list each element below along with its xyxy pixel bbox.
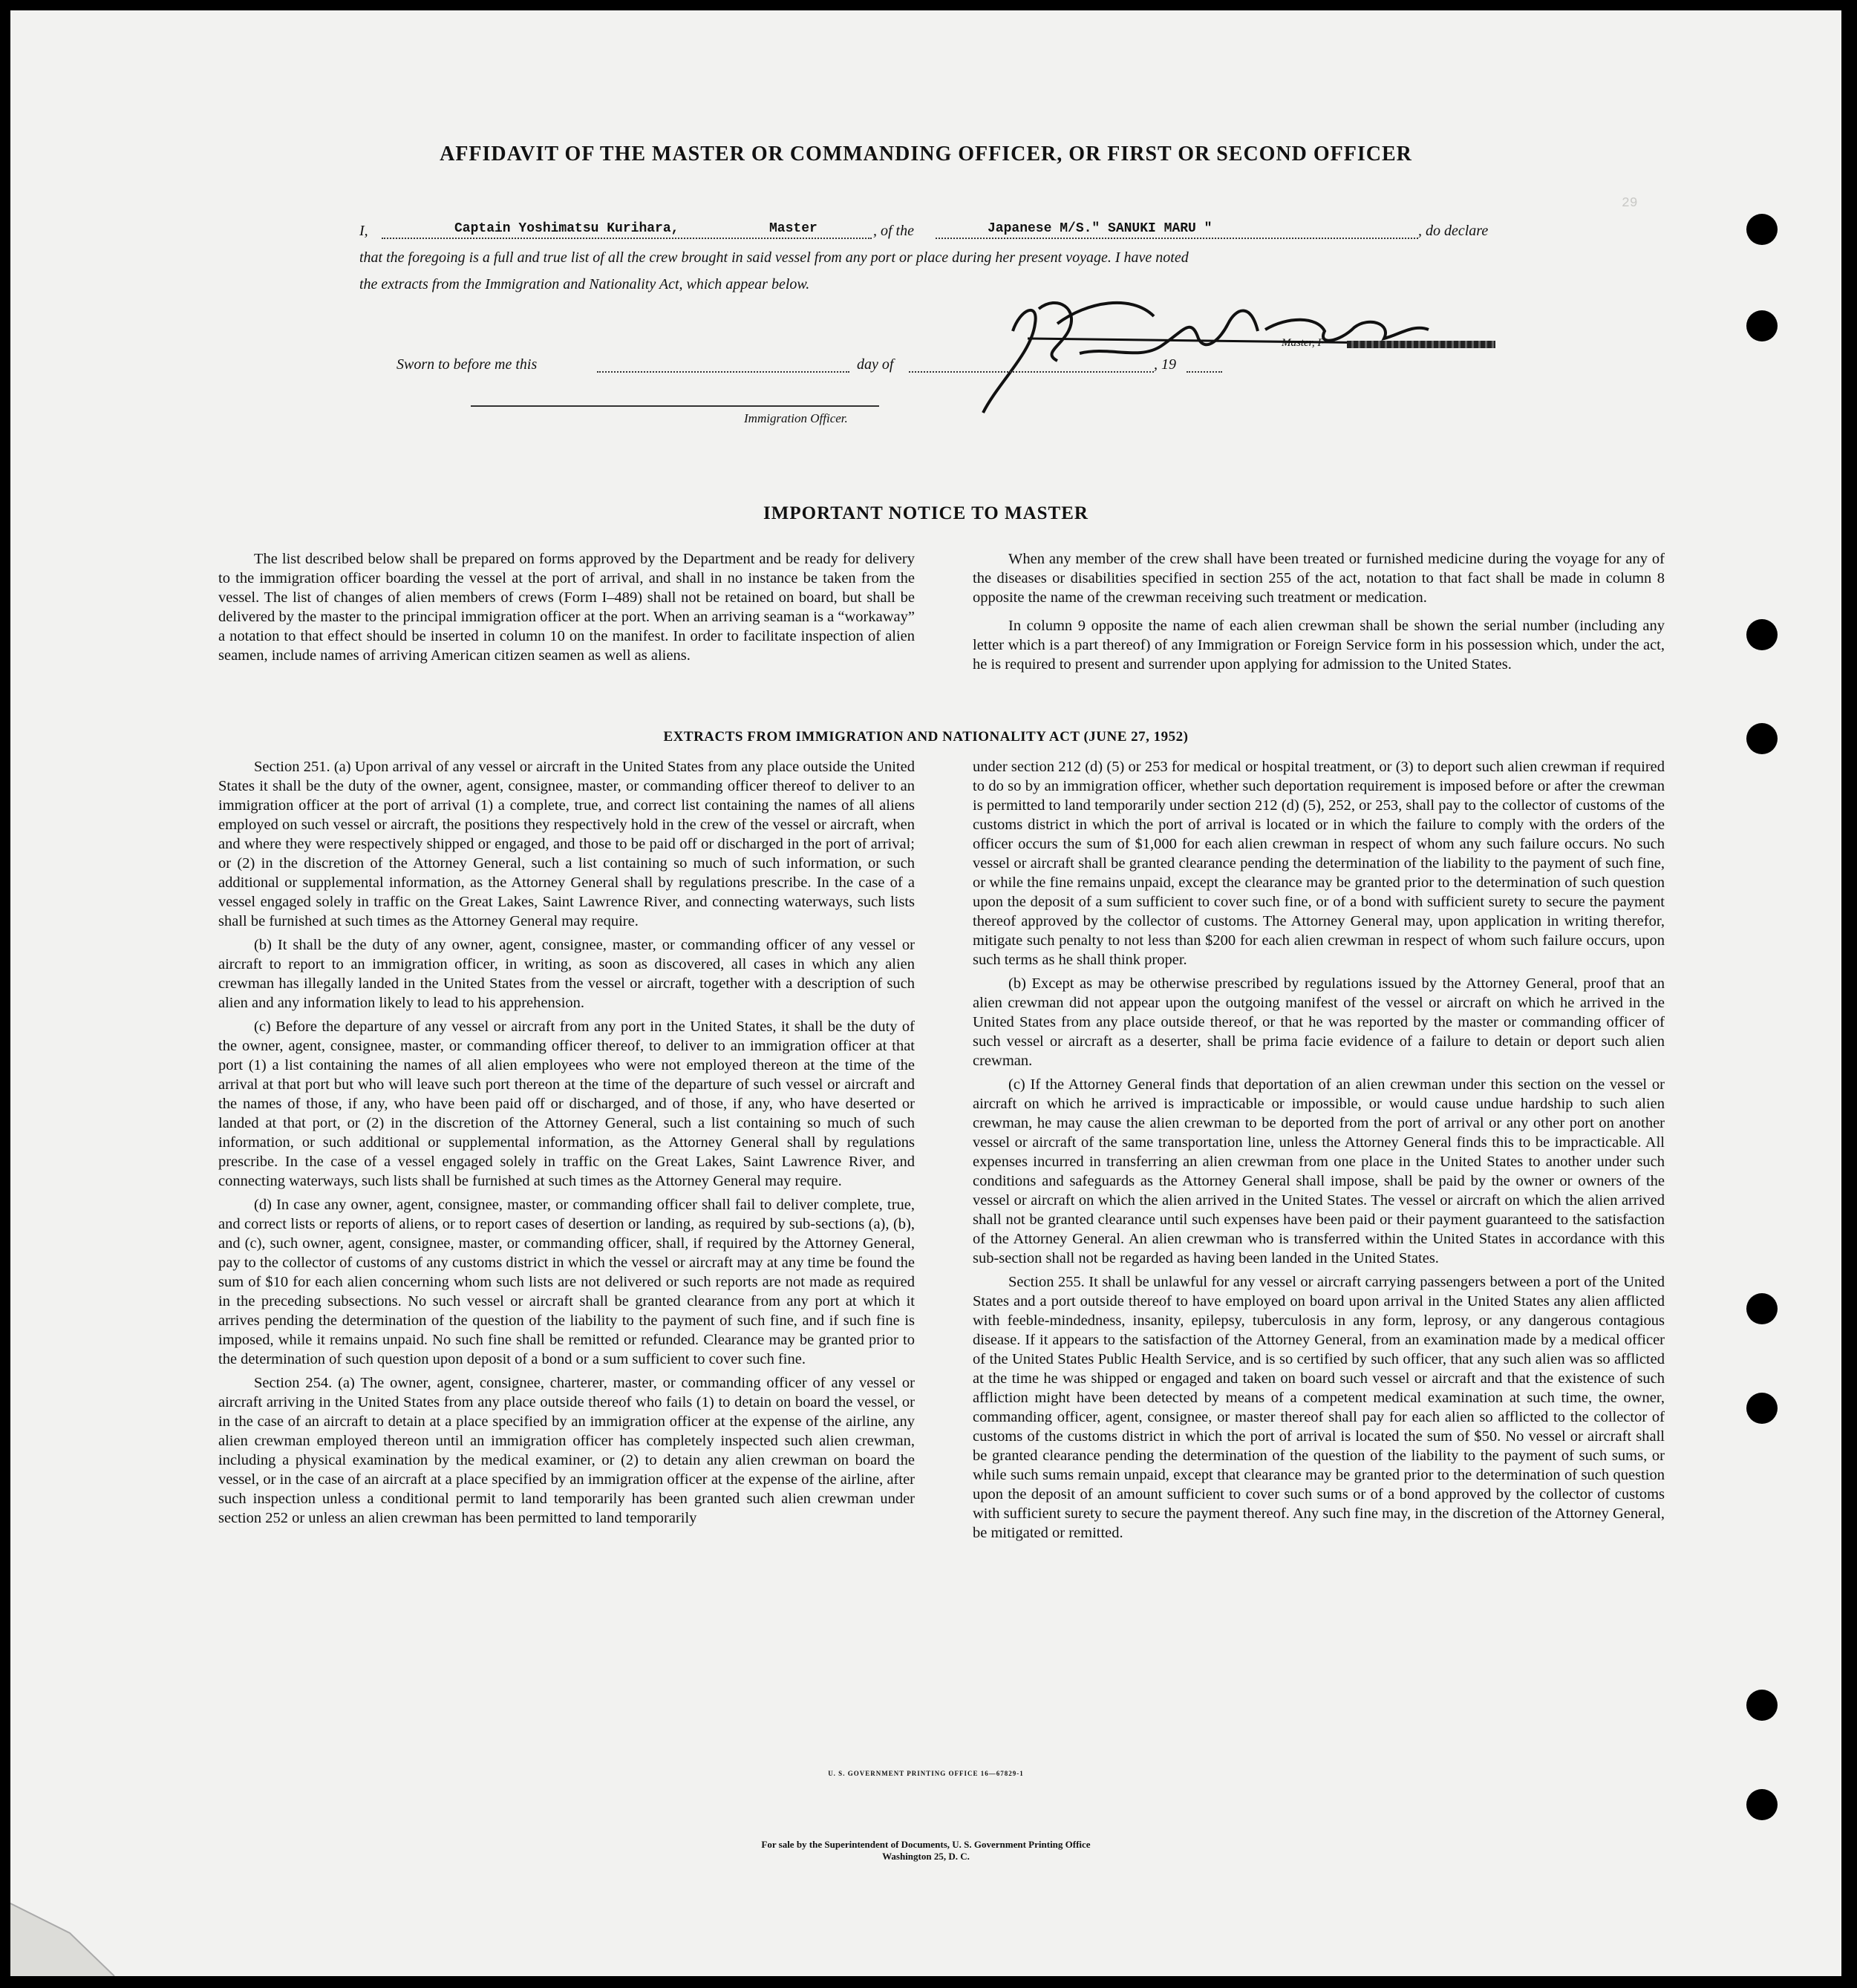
- year-underline: [1187, 371, 1222, 373]
- immigration-officer-label: Immigration Officer.: [744, 411, 848, 425]
- sworn-day-underline: [597, 371, 849, 373]
- i-label: I,: [359, 223, 368, 239]
- sale-notice-line-2: Washington 25, D. C.: [882, 1851, 970, 1862]
- section-254b: (b) Except as may be otherwise prescribed by regulations issued by the Attorney General, proof that an alien crewman did not appear upon the outgoing manifest of the vessel or aircraft on which he arrived in the United States from any place outside thereof, or that he was reported by the master or commanding officer of such vessel or aircraft as a deserter, shall be prima facie evidence of a failure to detain or deport such alien crewman.: [973, 975, 1665, 1069]
- name-underline: [382, 238, 872, 239]
- document-page: [10, 10, 1841, 1976]
- extracts-right-column: [973, 757, 1665, 1547]
- bleed-through-text: 29: [1622, 196, 1638, 211]
- section-254a-continued: under section 212 (d) (5) or 253 for medical or hospital treatment, or (3) to deport such alien crewman if required to do so by an immigration officer, whether such deportation requirement is imposed before or after the crewman is permitted to land temporarily under section 212 (d) (5), 252, or 253, shall pay to the collector of customs of the customs district in which the port of arrival is located or in which the failure to comply with the orders of the officer occurs the sum of $1,000 for each alien crewman in respect of whom any such failure occurs. No such vessel or aircraft shall be granted clearance pending the determination of the liability to the payment of such fine, or while the fine remains unpaid, except the clearance may be granted prior to the determination of such question upon the deposit of a sum sufficient to cover such fine, or of a bond with sufficient surety to secure the payment thereof approved by the collector of customs. The Attorney General may, upon application in writing therefor, mitigate such penalty to not less than $200 for each alien crewman in respect of whom such failure occurs, upon such terms as he shall think proper.: [973, 759, 1665, 968]
- do-declare-label: , do declare: [1418, 223, 1489, 239]
- extracts-title: EXTRACTS FROM IMMIGRATION AND NATIONALITY ACT (JUNE 27, 1952): [663, 729, 1189, 745]
- affidavit-line-3: the extracts from the Immigration and Nationality Act, which appear below.: [359, 276, 810, 292]
- notice-title: IMPORTANT NOTICE TO MASTER: [763, 503, 1089, 523]
- affidavit-title: AFFIDAVIT OF THE MASTER OR COMMANDING OFFICER, OR FIRST OR SECOND OFFICER: [440, 143, 1412, 166]
- punch-hole-6: [1746, 1393, 1778, 1424]
- section-255: Section 255. It shall be unlawful for any vessel or aircraft carrying passengers between a port of the United States and a port outside thereof to have employed on board upon arrival in the United States any alien afflicted with feeble-mindedness, insanity, epilepsy, tuberculosis in any form, leprosy, or any dangerous contagious disease. If it appears to the satisfaction of the Attorney General, from an examination made by a medical officer of the United States Public Health Service, and is so certified by such officer, that any such alien was so afflicted at the time he was shipped or engaged and taken on board such vessel or aircraft and that the existence of such affliction might have been detected by means of a competent medical examination at such time, the owner, commanding officer, agent, consignee, or master thereof shall pay for each alien so afflicted to the collector of customs of the customs district in which the port of arrival is located the sum of $50. No vessel or aircraft shall be granted clearance pending the determination of the question of the liability to the payment of such sums, or while such sums remain unpaid, except that clearance may be granted prior to the determination of such question upon the deposit of an amount sufficient to cover such sums or of a bond approved by the collector of customs with sufficient surety to secure the payment thereof. Any such fine may, in the discretion of the Attorney General, be mitigated or remitted.: [973, 1274, 1665, 1541]
- gpo-imprint: U. S. GOVERNMENT PRINTING OFFICE 16—67829-1: [828, 1770, 1024, 1777]
- punch-hole-1: [1746, 214, 1778, 245]
- sale-notice-line-1: For sale by the Superintendent of Documents, U. S. Government Printing Office: [761, 1839, 1091, 1850]
- section-254a: Section 254. (a) The owner, agent, consignee, charterer, master, or commanding officer of any vessel or aircraft arriving in the United States from any place outside thereof who fails (1) to detain on board the vessel, or in the case of an aircraft to detain at a place specified by an immigration officer at the expense of the airline, any alien crewman employed thereon until an immigration officer has completely inspected such alien crewman, including a physical examination by the medical examiner, or (2) to detain any alien crewman on board the vessel, or in the case of an aircraft at a place specified by an immigration officer at the expense of the airline, after such inspection unless a conditional permit to land temporarily has been granted such alien crewman under section 252 or unless an alien crewman has been permitted to land temporarily: [218, 1375, 915, 1526]
- punch-hole-7: [1746, 1690, 1778, 1721]
- vessel-name: Japanese M/S." SANUKI MARU ": [988, 221, 1213, 236]
- punch-hole-8: [1746, 1789, 1778, 1820]
- notice-right-paragraph-1: When any member of the crew shall have been treated or furnished medicine during the voyage for any of the diseases or disabilities specified in section 255 of the act, notation to that fact shall be made in column 8 opposite the name of the crewman receiving such treatment or medication.: [973, 551, 1665, 606]
- affidavit-line-2: that the foregoing is a full and true list of all the crew brought in said vessel from any port or place during her present voyage. I have noted: [359, 249, 1189, 266]
- captain-name: Captain Yoshimatsu Kurihara,: [454, 221, 679, 236]
- notice-right-paragraph-2: In column 9 opposite the name of each alien crewman shall be shown the serial number (including any letter which is a part thereof) of any Immigration or Foreign Service form in his possession which, under the act, he is required to present and surrender upon applying for admission to the United States.: [973, 618, 1665, 673]
- struck-out-text: [1347, 341, 1495, 348]
- notice-left-paragraph: The list described below shall be prepared on forms approved by the Department and be ready for delivery to the immigration officer boarding the vessel at the port of arrival, and shall in no instance be taken from the vessel. The list of changes of alien members of crews (Form I–489) shall not be retained on board, but shall be delivered by the master to the principal immigration officer at the port. When an arriving seaman is a “workaway” a notation to that effect should be inserted in column 10 on the manifest. In order to facilitate inspection of alien seamen, include names of arriving American citizen seamen as well as aliens.: [218, 551, 915, 664]
- notice-right-column: [973, 549, 1665, 679]
- section-251b: (b) It shall be the duty of any owner, agent, consignee, master, or commanding officer of any vessel or aircraft to report to an immigration officer, in writing, as soon as discovered, all cases in which any alien crewman has illegally landed in the United States from the vessel or aircraft, together with a description of such alien and any information likely to lead to his apprehension.: [218, 937, 915, 1011]
- punch-hole-5: [1746, 1293, 1778, 1324]
- folded-corner: [10, 1896, 129, 1976]
- notice-left-column: [218, 549, 915, 670]
- sworn-label: Sworn to before me this: [396, 356, 538, 373]
- year-label: , 19: [1154, 356, 1176, 373]
- section-251c: (c) Before the departure of any vessel or aircraft from any port in the United States, it shall be the duty of the owner, agent, consignee, master, or commanding officer thereof, to deliver to an immigration officer at that port (1) a list containing the names of all alien employees who were not employed thereon at the time of the arrival at that port but who will leave such port thereon at the time of the departure of such vessel or aircraft and the names of those, if any, who have been paid off or discharged, and of those, if any, who have deserted or landed at that port, or (2) in the discretion of the Attorney General, such a list containing so much of such information, or such additional or supplemental information, as the Attorney General shall by regulations prescribe. In the case of a vessel engaged solely in traffic on the Great Lakes, Saint Lawrence River, and connecting waterways, such lists shall be furnished at such times as the Attorney General may require.: [218, 1018, 915, 1189]
- day-of-label: day of: [857, 356, 894, 373]
- punch-hole-3: [1746, 619, 1778, 650]
- signature-title: Master, F: [1282, 337, 1325, 349]
- section-254c: (c) If the Attorney General finds that deportation of an alien crewman under this section on the vessel or aircraft on which he arrived is impracticable or impossible, or would cause undue hardship to such alien crewman, he may cause the alien crewman to be deported from the port of arrival or any other port on another vessel or aircraft of the same transportation line, unless the Attorney General finds this to be impracticable. All expenses incurred in transferring an alien crewman from one place in the United States to another under such conditions and safeguards as the Attorney General shall impose, shall be paid by the owner or owners of the vessel or aircraft on which the alien arrived in the United States. The vessel or aircraft on which the alien arrived shall not be granted clearance until such expenses have been paid or their payment guaranteed to the satisfaction of the Attorney General. An alien crewman who is transferred within the United States in accordance with this sub-section shall not be regarded as having been landed in the United States.: [973, 1076, 1665, 1266]
- extracts-left-column: [218, 757, 915, 1532]
- officer-signature-line: [471, 405, 879, 407]
- captain-rank: Master: [769, 221, 817, 236]
- section-251d: (d) In case any owner, agent, consignee, master, or commanding officer shall fail to deliver complete, true, and correct lists or reports of aliens, or to report cases of desertion or landing, as required by sub-sections (a), (b), and (c), such owner, agent, consignee, master, or commanding officer, shall, if required by the Attorney General, pay to the collector of customs of any customs district in which the vessel or aircraft may at any time be found the sum of $10 for each alien concerning whom such lists are not delivered or such reports are not made as required in the preceding subsections. No such vessel or aircraft shall be granted clearance from any port at which it arrives pending the determination of the question of the liability to the payment of such fine, and if such fine is imposed, while it remains unpaid. No such fine shall be remitted or refunded. Clearance may be granted prior to the determination of such question upon deposit of a bond or a sum sufficient to cover such fine.: [218, 1197, 915, 1367]
- punch-hole-2: [1746, 310, 1778, 341]
- of-the-label: , of the: [873, 223, 914, 239]
- vessel-underline: [936, 238, 1418, 239]
- section-251a: Section 251. (a) Upon arrival of any vessel or aircraft in the United States from any place outside the United States it shall be the duty of the owner, agent, consignee, master, or commanding officer thereof to deliver to an immigration officer at the port of arrival (1) a complete, true, and correct list containing the names of all aliens employed on such vessel or aircraft, the positions they respectively hold in the crew of the vessel or aircraft, when and where they were respectively shipped or engaged, and those to be paid off or discharged in the port of arrival; or (2) in the discretion of the Attorney General, such a list containing so much of such information, or such additional or supplemental information, as the Attorney General shall by regulations prescribe. In the case of a vessel engaged solely in traffic on the Great Lakes, Saint Lawrence River, and connecting waterways, such lists shall be furnished at such times as the Attorney General may require.: [218, 759, 915, 929]
- sale-notice: [10, 1839, 1841, 1863]
- month-underline: [909, 371, 1154, 373]
